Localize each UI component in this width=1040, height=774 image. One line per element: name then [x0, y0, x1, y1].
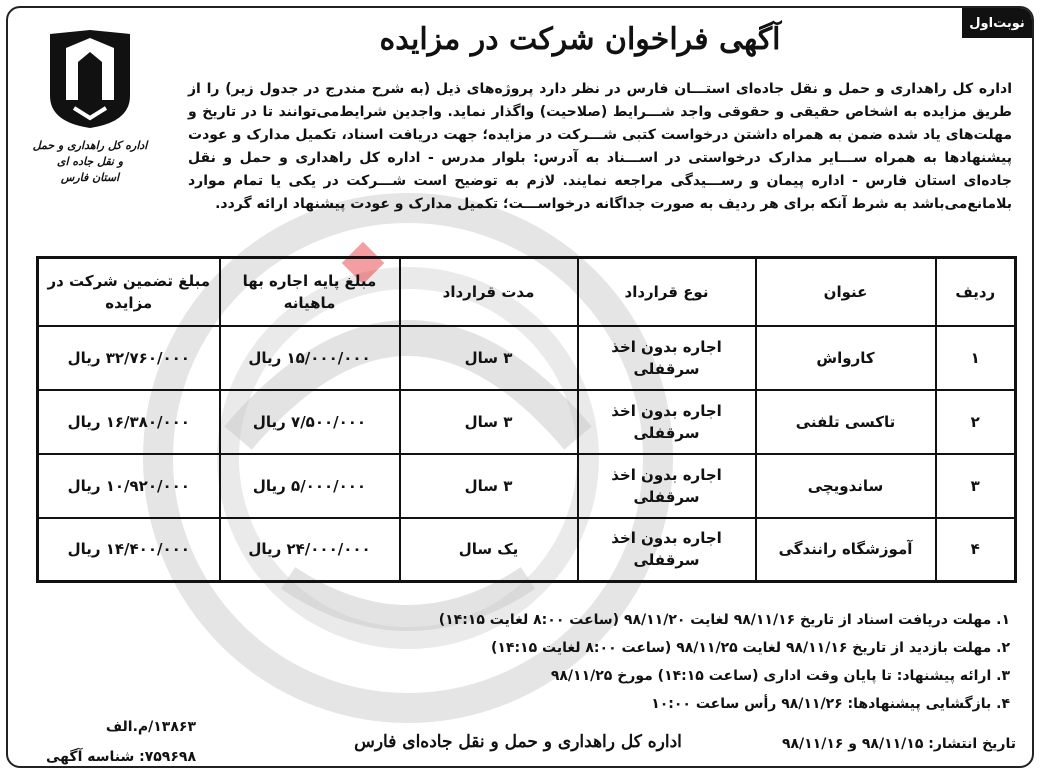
ad-id: ۷۵۹۶۹۸: شناسه آگهی — [46, 749, 196, 765]
table-row — [38, 390, 1016, 454]
note-document-deadline: ۱. مهلت دریافت اسناد از تاریخ ۹۸/۱۱/۱۶ لغایت ۹۸/۱۱/۲۰ (ساعت ۸:۰۰ لغایت ۱۴:۱۵) — [438, 612, 1010, 628]
table-row — [38, 518, 1016, 582]
cell-title: کارواش — [756, 326, 936, 390]
intro-paragraph: اداره کل راهداری و حمل و نقل جاده‌ای استـــان فارس در نظر دارد پروژه‌های ذیل (به شرح مندرج در جدول زیر) را از طریق مزایده به اشخاص حقیقی و حقوقی واجد شـــرایط (صلاحیت) واگذار نماید. واجدین شرایط‌می‌توانند تا در تاریخ و مهلت‌های یاد شده ضمن به همراه داشتن درخواست کتبی شـــرکت در مزایده؛ جهت دریافت اسناد، تکمیل مدارک و عودت پیشنهادها به همراه ســـایر مدارک درخواستی در اســـناد به آدرس: بلوار مدرس - اداره کل راهداری و حمل و نقل جاده‌ای استان فارس - اداره پیمان و رســـیدگی مراجعه نمایند. لازم به توضیح است شـــرکت در یکی یا تمام موارد بلامانع‌می‌باشد به شرط آنکه برای هر ردیف به صورت جداگانه درخواســـت؛ تکمیل مدارک و عودت پیشنهاد ارائه گردد. — [188, 81, 1012, 212]
header-guarantee: مبلغ تضمین شرکت در مزایده — [38, 258, 220, 326]
organization-caption — [30, 138, 150, 186]
ad-code: ۱۳۸۶۳/م.الف — [105, 719, 196, 735]
cell-duration: ۳ سال — [400, 454, 578, 518]
advertisement-frame — [6, 6, 1034, 768]
ad-reference-info — [26, 712, 196, 768]
cell-title: آموزشگاه رانندگی — [756, 518, 936, 582]
first-publication-badge: نوبت‌اول — [962, 8, 1032, 38]
cell-row-number: ۱ — [936, 326, 1016, 390]
cell-duration: ۳ سال — [400, 390, 578, 454]
cell-row-number: ۴ — [936, 518, 1016, 582]
header-contract-duration: مدت قرارداد — [400, 258, 578, 326]
table-row — [38, 326, 1016, 390]
cell-base-rent: ۵/۰۰۰/۰۰۰ ریال — [220, 454, 400, 518]
road-logo-icon — [44, 30, 136, 130]
note-opening-date: ۴. بازگشایی پیشنهادها: ۹۸/۱۱/۲۶ رأس ساعت ۱۰:۰۰ — [651, 696, 1010, 712]
cell-guarantee: ۱۶/۳۸۰/۰۰۰ ریال — [38, 390, 220, 454]
header-row-number: ردیف — [936, 258, 1016, 326]
cell-guarantee: ۱۰/۹۲۰/۰۰۰ ریال — [38, 454, 220, 518]
footer-organization: اداره کل راهداری و حمل و نقل جاده‌ای فارس — [354, 732, 682, 752]
cell-guarantee: ۱۴/۴۰۰/۰۰۰ ریال — [38, 518, 220, 582]
table-row — [38, 454, 1016, 518]
cell-contract-type: اجاره بدون اخذ سرقفلی — [578, 454, 756, 518]
auction-items-table — [36, 256, 1017, 583]
org-caption-line1: اداره کل راهداری و حمل و نقل جاده ای — [32, 139, 148, 168]
cell-title: تاکسی تلفنی — [756, 390, 936, 454]
publication-date: تاریخ انتشار: ۹۸/۱۱/۱۵ و ۹۸/۱۱/۱۶ — [781, 736, 1016, 752]
cell-contract-type: اجاره بدون اخذ سرقفلی — [578, 326, 756, 390]
header-contract-type: نوع قرارداد — [578, 258, 756, 326]
cell-row-number: ۳ — [936, 454, 1016, 518]
cell-duration: ۳ سال — [400, 326, 578, 390]
cell-row-number: ۲ — [936, 390, 1016, 454]
org-caption-line2: استان فارس — [60, 171, 120, 184]
cell-contract-type: اجاره بدون اخذ سرقفلی — [578, 390, 756, 454]
note-proposal-deadline: ۳. ارائه پیشنهاد: تا پایان وقت اداری (ساعت ۱۴:۱۵) مورخ ۹۸/۱۱/۲۵ — [550, 668, 1010, 684]
note-visit-deadline: ۲. مهلت بازدید از تاریخ ۹۸/۱۱/۱۶ لغایت ۹۸/۱۱/۲۵ (ساعت ۸:۰۰ لغایت ۱۴:۱۵) — [490, 640, 1010, 656]
header-base-rent: مبلغ پایه اجاره بها ماهیانه — [220, 258, 400, 326]
cell-duration: یک سال — [400, 518, 578, 582]
cell-base-rent: ۷/۵۰۰/۰۰۰ ریال — [220, 390, 400, 454]
cell-base-rent: ۱۵/۰۰۰/۰۰۰ ریال — [220, 326, 400, 390]
organization-logo-block — [30, 30, 150, 200]
cell-base-rent: ۲۴/۰۰۰/۰۰۰ ریال — [220, 518, 400, 582]
deadline-notes — [388, 606, 1010, 718]
cell-contract-type: اجاره بدون اخذ سرقفلی — [578, 518, 756, 582]
ad-title: آگهی فراخوان شرکت در مزایده — [379, 22, 781, 57]
header-title: عنوان — [756, 258, 936, 326]
cell-title: ساندویچی — [756, 454, 936, 518]
table-header-row — [38, 258, 1016, 326]
cell-guarantee: ۳۲/۷۶۰/۰۰۰ ریال — [38, 326, 220, 390]
